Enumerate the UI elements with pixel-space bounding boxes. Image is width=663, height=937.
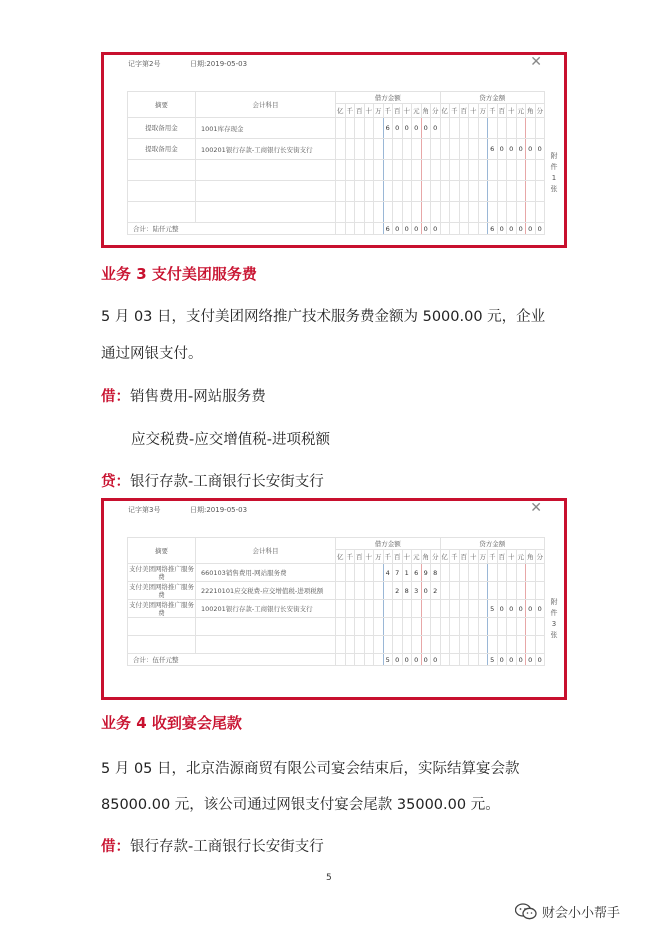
debit-tag: 借： bbox=[101, 389, 130, 405]
amount-digit bbox=[364, 582, 374, 600]
amount-digit bbox=[450, 139, 460, 160]
amount-digit bbox=[440, 223, 450, 235]
voucher-header bbox=[104, 55, 564, 75]
attach-char: 件 bbox=[550, 163, 558, 171]
amount-digit bbox=[440, 654, 450, 666]
amount-digit bbox=[355, 600, 365, 618]
table-row bbox=[128, 118, 545, 139]
debit-entry-2: 应交税费-应交增值税-进项税额 bbox=[131, 432, 330, 448]
amount-digit bbox=[440, 600, 450, 618]
amount-digit: 2 bbox=[393, 582, 403, 600]
amount-digit bbox=[440, 564, 450, 582]
unit-label: 元 bbox=[412, 104, 422, 118]
row-account: 660103销售费用-网站服务费 bbox=[196, 564, 336, 582]
amount-digit bbox=[488, 582, 498, 600]
amount-digit bbox=[469, 139, 479, 160]
amount-digit: 8 bbox=[402, 582, 412, 600]
amount-digit bbox=[440, 118, 450, 139]
row-account: 100201银行存款-工商银行长安街支行 bbox=[196, 139, 336, 160]
table-row bbox=[128, 139, 545, 160]
unit-label: 千 bbox=[383, 550, 393, 564]
unit-label: 亿 bbox=[440, 550, 450, 564]
business-3-line-1: 5 月 03 日，支付美团网络推广技术服务费金额为 5000.00 元，企业 bbox=[101, 309, 546, 325]
amount-digit bbox=[478, 582, 488, 600]
empty-row bbox=[128, 202, 545, 223]
unit-label: 角 bbox=[421, 104, 431, 118]
empty-row bbox=[128, 618, 545, 636]
table-row bbox=[128, 600, 545, 618]
amount-digit bbox=[497, 582, 507, 600]
amount-digit: 0 bbox=[421, 582, 431, 600]
amount-digit: 0 bbox=[431, 118, 441, 139]
amount-digit: 0 bbox=[393, 223, 403, 235]
amount-digit bbox=[459, 654, 469, 666]
unit-label: 十 bbox=[402, 104, 412, 118]
row-summary: 支付美团网络推广服务费 bbox=[129, 564, 194, 581]
amount-digit bbox=[469, 654, 479, 666]
amount-digit: 0 bbox=[516, 654, 526, 666]
amount-digit bbox=[478, 600, 488, 618]
amount-digit: 2 bbox=[431, 582, 441, 600]
attach-char: 张 bbox=[550, 631, 558, 639]
amount-digit bbox=[516, 582, 526, 600]
voucher-date: 日期:2019-05-03 bbox=[190, 506, 248, 514]
amount-digit: 0 bbox=[516, 223, 526, 235]
total-label: 合计：伍仟元整 bbox=[128, 654, 336, 666]
amount-digit bbox=[355, 118, 365, 139]
attach-char: 附 bbox=[550, 598, 558, 606]
unit-label: 百 bbox=[459, 104, 469, 118]
amount-digit: 7 bbox=[393, 564, 403, 582]
voucher-header bbox=[104, 501, 564, 521]
amount-digit: 9 bbox=[421, 564, 431, 582]
amount-digit: 0 bbox=[497, 600, 507, 618]
amount-digit bbox=[393, 139, 403, 160]
amount-digit: 0 bbox=[402, 223, 412, 235]
total-row bbox=[128, 654, 545, 666]
amount-digit: 0 bbox=[526, 223, 536, 235]
unit-label: 亿 bbox=[336, 104, 346, 118]
amount-digit: 0 bbox=[497, 654, 507, 666]
unit-label: 角 bbox=[421, 550, 431, 564]
voucher-date: 日期:2019-05-03 bbox=[190, 60, 248, 68]
amount-digit: 0 bbox=[412, 118, 422, 139]
amount-digit: 0 bbox=[516, 600, 526, 618]
unit-label: 分 bbox=[431, 550, 441, 564]
amount-digit: 6 bbox=[383, 223, 393, 235]
credit-account: 银行存款-工商银行长安街支行 bbox=[130, 474, 324, 490]
header-credit: 贷方金额 bbox=[440, 538, 545, 550]
unit-label: 角 bbox=[526, 104, 536, 118]
total-row bbox=[128, 223, 545, 235]
unit-label: 千 bbox=[345, 550, 355, 564]
unit-label: 分 bbox=[535, 550, 545, 564]
amount-digit bbox=[488, 564, 498, 582]
attach-char: 张 bbox=[550, 185, 558, 193]
amount-digit: 0 bbox=[507, 223, 517, 235]
row-account: 100201银行存款-工商银行长安街支行 bbox=[196, 600, 336, 618]
amount-digit: 0 bbox=[431, 223, 441, 235]
unit-label: 百 bbox=[459, 550, 469, 564]
amount-digit: 0 bbox=[431, 654, 441, 666]
amount-digit bbox=[450, 118, 460, 139]
amount-digit: 0 bbox=[402, 654, 412, 666]
amount-digit bbox=[336, 582, 346, 600]
page-number: 5 bbox=[326, 873, 332, 883]
amount-digit: 0 bbox=[393, 118, 403, 139]
amount-digit: 6 bbox=[488, 139, 498, 160]
amount-digit bbox=[478, 223, 488, 235]
amount-digit bbox=[364, 139, 374, 160]
business-4-line-2: 85000.00 元，该公司通过网银支付宴会尾款 35000.00 元。 bbox=[101, 797, 500, 813]
amount-digit: 0 bbox=[526, 139, 536, 160]
empty-row bbox=[128, 636, 545, 654]
amount-digit: 6 bbox=[412, 564, 422, 582]
amount-digit: 0 bbox=[497, 223, 507, 235]
amount-digit: 0 bbox=[526, 654, 536, 666]
amount-digit: 0 bbox=[535, 223, 545, 235]
row-summary: 提取备用金 bbox=[128, 139, 196, 160]
amount-digit bbox=[412, 139, 422, 160]
amount-digit: 1 bbox=[402, 564, 412, 582]
wechat-icon bbox=[515, 903, 537, 924]
amount-digit: 0 bbox=[535, 654, 545, 666]
credit-entry bbox=[101, 470, 324, 491]
unit-label: 分 bbox=[431, 104, 441, 118]
amount-digit bbox=[450, 582, 460, 600]
business-3-title: 业务 3 支付美团服务费 bbox=[101, 265, 257, 283]
amount-digit bbox=[507, 564, 517, 582]
amount-digit bbox=[497, 564, 507, 582]
amount-digit bbox=[374, 654, 384, 666]
amount-digit bbox=[402, 139, 412, 160]
header-account: 会计科目 bbox=[196, 538, 336, 564]
amount-digit: 5 bbox=[383, 654, 393, 666]
unit-label: 元 bbox=[516, 104, 526, 118]
voucher-1 bbox=[101, 52, 567, 248]
amount-digit bbox=[526, 582, 536, 600]
amount-digit bbox=[507, 582, 517, 600]
unit-label: 千 bbox=[488, 550, 498, 564]
amount-digit bbox=[450, 600, 460, 618]
credit-tag: 贷： bbox=[101, 474, 130, 490]
attach-char: 件 bbox=[550, 609, 558, 617]
unit-label: 分 bbox=[535, 104, 545, 118]
amount-digit bbox=[421, 139, 431, 160]
business-3-line-2: 通过网银支付。 bbox=[101, 346, 203, 362]
amount-digit bbox=[526, 118, 536, 139]
attachment-count bbox=[548, 151, 560, 195]
row-summary: 支付美团网络推广服务费 bbox=[129, 600, 194, 617]
amount-digit bbox=[355, 139, 365, 160]
row-account: 1001库存现金 bbox=[196, 118, 336, 139]
amount-digit bbox=[478, 118, 488, 139]
row-summary: 提取备用金 bbox=[128, 118, 196, 139]
amount-digit: 0 bbox=[402, 118, 412, 139]
amount-digit bbox=[469, 600, 479, 618]
close-icon[interactable]: ✕ bbox=[530, 54, 542, 70]
amount-digit bbox=[412, 600, 422, 618]
header-debit: 借方金额 bbox=[336, 92, 441, 104]
amount-digit: 0 bbox=[497, 139, 507, 160]
voucher-2 bbox=[101, 498, 567, 700]
amount-digit: 0 bbox=[393, 654, 403, 666]
unit-label: 亿 bbox=[336, 550, 346, 564]
amount-digit: 0 bbox=[535, 139, 545, 160]
header-summary: 摘要 bbox=[128, 92, 196, 118]
amount-digit bbox=[355, 223, 365, 235]
table-row bbox=[128, 582, 545, 600]
row-account: 22210101应交税费-应交增值税-进项税额 bbox=[196, 582, 336, 600]
unit-label: 元 bbox=[516, 550, 526, 564]
amount-digit bbox=[478, 654, 488, 666]
amount-digit bbox=[431, 600, 441, 618]
amount-digit: 0 bbox=[507, 654, 517, 666]
unit-label: 元 bbox=[412, 550, 422, 564]
attachment-count bbox=[548, 597, 560, 641]
amount-digit bbox=[374, 223, 384, 235]
amount-digit bbox=[440, 139, 450, 160]
amount-digit bbox=[497, 118, 507, 139]
amount-digit bbox=[469, 223, 479, 235]
amount-digit: 0 bbox=[535, 600, 545, 618]
unit-label: 千 bbox=[488, 104, 498, 118]
amount-digit bbox=[345, 223, 355, 235]
amount-digit: 5 bbox=[488, 600, 498, 618]
amount-digit: 0 bbox=[421, 118, 431, 139]
amount-digit: 0 bbox=[507, 139, 517, 160]
amount-digit: 6 bbox=[488, 223, 498, 235]
debit-tag: 借： bbox=[101, 839, 130, 855]
amount-digit bbox=[374, 118, 384, 139]
amount-digit bbox=[364, 223, 374, 235]
amount-digit bbox=[345, 118, 355, 139]
amount-digit bbox=[383, 600, 393, 618]
amount-digit bbox=[345, 564, 355, 582]
amount-digit bbox=[488, 118, 498, 139]
amount-digit bbox=[535, 582, 545, 600]
table-row bbox=[128, 564, 545, 582]
unit-label: 十 bbox=[507, 550, 517, 564]
unit-label: 万 bbox=[374, 550, 384, 564]
unit-label: 十 bbox=[364, 550, 374, 564]
unit-label: 百 bbox=[497, 104, 507, 118]
amount-digit bbox=[374, 600, 384, 618]
amount-digit: 3 bbox=[412, 582, 422, 600]
amount-digit bbox=[345, 654, 355, 666]
header-summary: 摘要 bbox=[128, 538, 196, 564]
unit-label: 十 bbox=[507, 104, 517, 118]
amount-digit: 5 bbox=[488, 654, 498, 666]
amount-digit: 0 bbox=[526, 600, 536, 618]
amount-digit bbox=[516, 118, 526, 139]
amount-digit bbox=[336, 600, 346, 618]
amount-digit: 4 bbox=[383, 564, 393, 582]
unit-label: 万 bbox=[374, 104, 384, 118]
unit-label: 千 bbox=[450, 104, 460, 118]
unit-label: 千 bbox=[345, 104, 355, 118]
amount-digit bbox=[469, 564, 479, 582]
unit-label: 百 bbox=[355, 104, 365, 118]
amount-digit bbox=[431, 139, 441, 160]
amount-digit bbox=[459, 223, 469, 235]
total-label: 合计：陆仟元整 bbox=[128, 223, 336, 235]
amount-digit bbox=[478, 564, 488, 582]
amount-digit bbox=[336, 223, 346, 235]
brand-name: 财会小小帮手 bbox=[542, 906, 621, 921]
business-4-line-1: 5 月 05 日，北京浩源商贸有限公司宴会结束后，实际结算宴会款 bbox=[101, 761, 520, 777]
amount-digit bbox=[402, 600, 412, 618]
unit-label: 角 bbox=[526, 550, 536, 564]
unit-label: 十 bbox=[402, 550, 412, 564]
amount-digit bbox=[336, 139, 346, 160]
amount-digit: 0 bbox=[412, 223, 422, 235]
unit-label: 十 bbox=[364, 104, 374, 118]
amount-digit: 0 bbox=[412, 654, 422, 666]
amount-digit bbox=[383, 582, 393, 600]
amount-digit bbox=[383, 139, 393, 160]
amount-digit bbox=[478, 139, 488, 160]
amount-digit bbox=[336, 654, 346, 666]
business-4-title: 业务 4 收到宴会尾款 bbox=[101, 714, 242, 732]
debit-account: 销售费用-网站服务费 bbox=[130, 389, 266, 405]
amount-digit bbox=[450, 564, 460, 582]
voucher-table bbox=[127, 91, 545, 235]
amount-digit bbox=[459, 139, 469, 160]
empty-row bbox=[128, 181, 545, 202]
amount-digit: 0 bbox=[507, 600, 517, 618]
amount-digit bbox=[535, 564, 545, 582]
amount-digit bbox=[459, 582, 469, 600]
amount-digit bbox=[393, 600, 403, 618]
amount-digit bbox=[355, 564, 365, 582]
amount-digit bbox=[459, 600, 469, 618]
voucher-table bbox=[127, 537, 545, 666]
attach-char: 1 bbox=[551, 174, 557, 182]
amount-digit bbox=[450, 223, 460, 235]
amount-digit bbox=[345, 139, 355, 160]
unit-label: 亿 bbox=[440, 104, 450, 118]
amount-digit bbox=[450, 654, 460, 666]
amount-digit: 8 bbox=[431, 564, 441, 582]
amount-digit bbox=[336, 564, 346, 582]
amount-digit bbox=[526, 564, 536, 582]
amount-digit: 0 bbox=[421, 654, 431, 666]
close-icon[interactable]: ✕ bbox=[530, 500, 542, 516]
header-account: 会计科目 bbox=[196, 92, 336, 118]
amount-digit bbox=[507, 118, 517, 139]
amount-digit bbox=[345, 582, 355, 600]
amount-digit bbox=[345, 600, 355, 618]
unit-label: 万 bbox=[478, 104, 488, 118]
unit-label: 千 bbox=[450, 550, 460, 564]
amount-digit bbox=[374, 582, 384, 600]
unit-label: 万 bbox=[478, 550, 488, 564]
header-debit: 借方金额 bbox=[336, 538, 441, 550]
attach-char: 3 bbox=[551, 620, 557, 628]
unit-label: 百 bbox=[355, 550, 365, 564]
amount-digit bbox=[421, 600, 431, 618]
amount-digit bbox=[374, 139, 384, 160]
attach-char: 附 bbox=[550, 152, 558, 160]
brand-watermark bbox=[515, 902, 620, 924]
amount-digit bbox=[469, 118, 479, 139]
amount-digit bbox=[469, 582, 479, 600]
amount-digit bbox=[355, 654, 365, 666]
amount-digit bbox=[516, 564, 526, 582]
amount-digit bbox=[355, 582, 365, 600]
amount-digit: 6 bbox=[383, 118, 393, 139]
amount-digit: 0 bbox=[421, 223, 431, 235]
amount-digit bbox=[364, 654, 374, 666]
amount-digit bbox=[459, 118, 469, 139]
debit-account: 银行存款-工商银行长安街支行 bbox=[130, 839, 324, 855]
voucher-number: 记字第2号 bbox=[128, 60, 161, 68]
row-summary: 支付美团网络推广服务费 bbox=[129, 582, 194, 599]
unit-label: 百 bbox=[393, 104, 403, 118]
amount-digit bbox=[459, 564, 469, 582]
amount-digit bbox=[535, 118, 545, 139]
unit-label: 百 bbox=[497, 550, 507, 564]
amount-digit bbox=[364, 564, 374, 582]
amount-digit bbox=[440, 582, 450, 600]
empty-row bbox=[128, 160, 545, 181]
unit-label: 十 bbox=[469, 550, 479, 564]
amount-digit: 0 bbox=[516, 139, 526, 160]
unit-label: 千 bbox=[383, 104, 393, 118]
amount-digit bbox=[364, 118, 374, 139]
debit-entry bbox=[101, 835, 324, 856]
header-credit: 贷方金额 bbox=[440, 92, 545, 104]
amount-digit bbox=[336, 118, 346, 139]
voucher-number: 记字第3号 bbox=[128, 506, 161, 514]
amount-digit bbox=[364, 600, 374, 618]
unit-label: 百 bbox=[393, 550, 403, 564]
amount-digit bbox=[374, 564, 384, 582]
debit-entry-1 bbox=[101, 385, 266, 406]
unit-label: 十 bbox=[469, 104, 479, 118]
